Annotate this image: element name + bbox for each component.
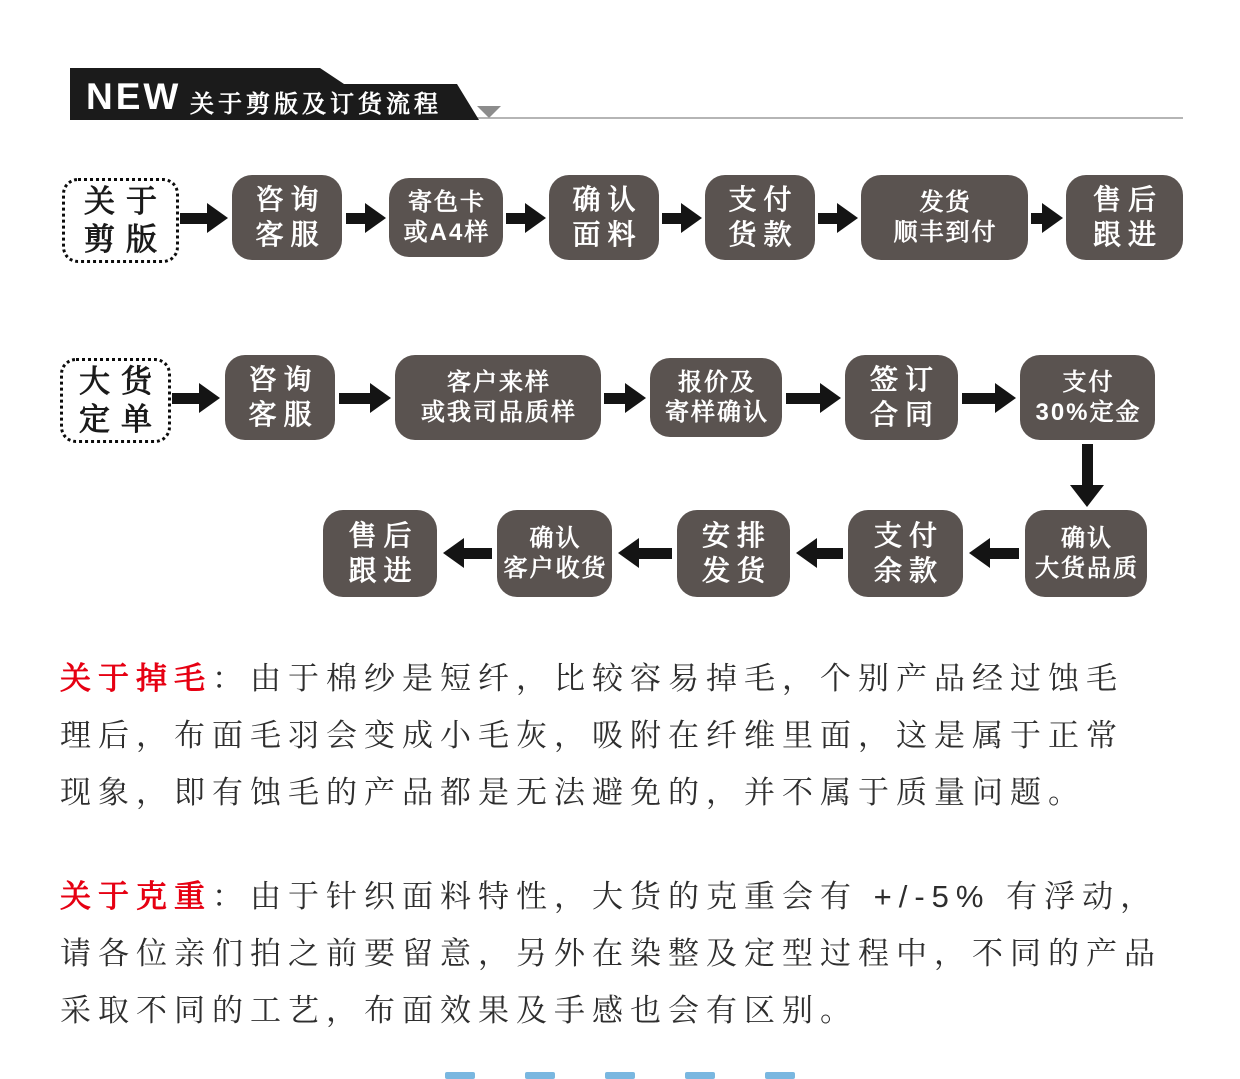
peek-mark bbox=[765, 1072, 795, 1079]
note-colon: ： bbox=[212, 879, 250, 914]
arrow-left-icon bbox=[618, 538, 672, 568]
step-label: 确认 bbox=[572, 184, 643, 216]
step-sign-contract bbox=[845, 355, 958, 440]
note-text-line: 由于针织面料特性，大货的克重会有 +/-5% 有浮动， bbox=[250, 879, 1159, 914]
step-label: 咨询 bbox=[255, 184, 326, 216]
step-arrange-shipment bbox=[677, 510, 790, 597]
step-pay-deposit-30 bbox=[1020, 355, 1155, 440]
step-label: 寄样确认 bbox=[665, 398, 769, 426]
step-aftersale-follow-bulk bbox=[323, 510, 437, 597]
step-confirm-fabric bbox=[549, 175, 659, 260]
step-label: 售后 bbox=[348, 520, 419, 552]
step-ship-sf-cod bbox=[861, 175, 1028, 260]
flow-start-line: 剪版 bbox=[84, 221, 168, 257]
step-pay-goods bbox=[705, 175, 815, 260]
peek-mark bbox=[605, 1072, 635, 1079]
step-send-color-card bbox=[389, 178, 503, 257]
step-label: 客户来样 bbox=[447, 369, 551, 397]
note-weight bbox=[60, 868, 1200, 1039]
flow-start-line: 关于 bbox=[84, 184, 168, 220]
note-title: 关于克重 bbox=[60, 879, 212, 914]
section-banner bbox=[70, 66, 1185, 124]
arrow-right-icon bbox=[962, 383, 1016, 413]
arrow-right-icon bbox=[1031, 203, 1063, 233]
step-label: 跟进 bbox=[1092, 218, 1163, 250]
step-label: 安排 bbox=[701, 520, 772, 552]
step-confirm-bulk-quality bbox=[1025, 510, 1147, 597]
note-text-line: 采取不同的工艺，布面效果及手感也会有区别。 bbox=[60, 993, 858, 1028]
banner-graphic bbox=[70, 66, 1185, 124]
triangle-icon bbox=[477, 106, 501, 118]
peek-mark bbox=[525, 1072, 555, 1079]
note-colon: ： bbox=[212, 661, 250, 696]
note-text-line: 由于棉纱是短纤，比较容易掉毛，个别产品经过蚀毛 bbox=[250, 661, 1124, 696]
arrow-left-icon bbox=[796, 538, 843, 568]
step-label: 面料 bbox=[572, 218, 643, 250]
step-quote-sample-confirm bbox=[650, 358, 782, 437]
step-label: 支付 bbox=[1062, 369, 1115, 397]
step-label: 支付 bbox=[728, 184, 799, 216]
arrow-left-icon bbox=[443, 538, 492, 568]
new-badge: NEW bbox=[86, 76, 182, 117]
next-section-peek bbox=[445, 1072, 795, 1079]
step-label: 合同 bbox=[869, 398, 940, 430]
banner-title: 关于剪版及订货流程 bbox=[190, 91, 442, 118]
note-title: 关于掉毛 bbox=[60, 661, 212, 696]
step-consult-service-bulk bbox=[225, 355, 335, 440]
step-confirm-customer-receipt bbox=[497, 510, 612, 597]
arrow-right-icon bbox=[818, 203, 858, 233]
step-label: 发货 bbox=[701, 554, 772, 586]
step-pay-balance bbox=[848, 510, 963, 597]
step-label: 签订 bbox=[869, 364, 940, 396]
note-shedding bbox=[60, 650, 1200, 821]
arrow-right-icon bbox=[339, 383, 391, 413]
step-label: 客户收货 bbox=[503, 554, 608, 582]
step-consult-service bbox=[232, 175, 342, 260]
step-label: 寄色卡 bbox=[408, 189, 486, 217]
step-label: 跟进 bbox=[348, 554, 419, 586]
arrow-left-icon bbox=[969, 538, 1019, 568]
arrow-right-icon bbox=[506, 203, 546, 233]
step-label: 报价及 bbox=[678, 369, 756, 397]
arrow-right-icon bbox=[786, 383, 841, 413]
step-label: 余款 bbox=[873, 554, 944, 586]
arrow-right-icon bbox=[662, 203, 702, 233]
step-label: 大货品质 bbox=[1035, 554, 1139, 582]
note-text-line: 现象，即有蚀毛的产品都是无法避免的，并不属于质量问题。 bbox=[60, 775, 1086, 810]
step-label: 客服 bbox=[248, 398, 319, 430]
note-text-line: 请各位亲们拍之前要留意，另外在染整及定型过程中，不同的产品 bbox=[60, 936, 1162, 971]
arrow-down-icon bbox=[1070, 444, 1104, 507]
step-label: 支付 bbox=[873, 520, 944, 552]
step-label: 客服 bbox=[255, 218, 326, 250]
step-label: 或我司品质样 bbox=[421, 398, 577, 426]
flow-start-line: 大货 bbox=[79, 364, 163, 400]
note-text-line: 理后，布面毛羽会变成小毛灰，吸附在纤维里面，这是属于正常 bbox=[60, 718, 1124, 753]
flow-start-line: 定单 bbox=[79, 401, 163, 437]
step-label: 确认 bbox=[1061, 525, 1113, 553]
arrow-right-icon bbox=[172, 383, 220, 413]
step-label: 确认 bbox=[529, 525, 582, 553]
step-label: 或A4样 bbox=[403, 218, 491, 246]
step-label: 货款 bbox=[728, 218, 799, 250]
flow-start-bulk-order bbox=[60, 358, 171, 443]
flow-start-cut-sample bbox=[62, 178, 179, 263]
step-label: 发货 bbox=[919, 189, 972, 217]
arrow-right-icon bbox=[180, 203, 228, 233]
step-label: 顺丰到付 bbox=[893, 218, 998, 246]
step-aftersale-follow bbox=[1066, 175, 1183, 260]
peek-mark bbox=[685, 1072, 715, 1079]
step-customer-sample bbox=[395, 355, 601, 440]
step-label: 30%定金 bbox=[1035, 398, 1142, 426]
arrow-right-icon bbox=[346, 203, 386, 233]
peek-mark bbox=[445, 1072, 475, 1079]
arrow-right-icon bbox=[604, 383, 646, 413]
step-label: 咨询 bbox=[248, 364, 319, 396]
banner-hairline bbox=[470, 117, 1183, 119]
step-label: 售后 bbox=[1092, 184, 1163, 216]
